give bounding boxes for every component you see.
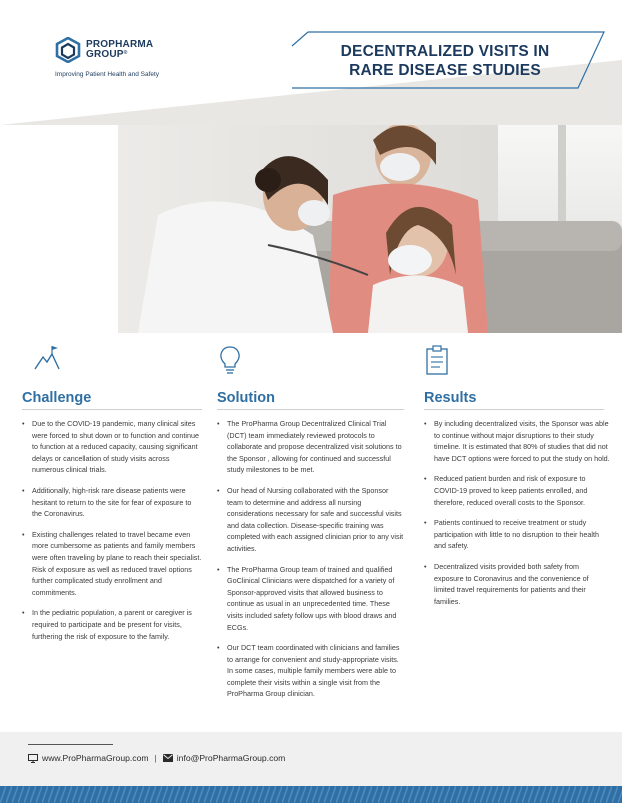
brand-name-line2: GROUP <box>86 49 124 60</box>
clipboard-icon <box>424 345 450 375</box>
results-list <box>424 418 610 616</box>
page-title-line2: RARE DISEASE STUDIES <box>349 62 541 79</box>
website-link[interactable]: www.ProPharmaGroup.com <box>42 753 149 763</box>
list-item: • Reduced patient burden and risk of exposure to COVID-19 proved to keep patients enrolled, and therefore, reduced overall costs to the Sponsor. <box>424 473 610 508</box>
results-divider <box>424 409 604 410</box>
footer-separator: | <box>154 753 157 763</box>
page-title-line1: DECENTRALIZED VISITS IN <box>340 43 550 60</box>
hexagon-logo-icon <box>55 37 81 63</box>
challenge-title: Challenge <box>22 390 92 406</box>
list-item: • In the pediatric population, a parent or caregiver is required to participate and be present for visits, furthering the risk of exposure to the family. <box>22 607 202 642</box>
list-item: • Due to the COVID-19 pandemic, many clinical sites were forced to shut down or to function and continue to function at a reduced capacity, causing significant delays or cancellation of study visits across numerous clinical trials. <box>22 418 202 476</box>
hero-photo <box>118 125 622 333</box>
page-header <box>0 0 622 125</box>
solution-title: Solution <box>217 390 275 406</box>
list-item: • Our head of Nursing collaborated with the Sponsor team to determine and address all nursing considerations necessary for safe and successful visits and data collection. Disease-specific training was completed with each assigned clinician prior to any visit activities. <box>217 485 406 555</box>
brand-name-line1: PROPHARMA <box>86 39 154 50</box>
solution-list <box>217 418 406 709</box>
envelope-icon <box>163 754 173 762</box>
challenge-list <box>22 418 202 651</box>
list-item: • Additionally, high-risk rare disease patients were hesitant to return to the site for fear of exposure to the Coronavirus. <box>22 485 202 520</box>
list-item: • The ProPharma Group team of trained and qualified GoClinical Clinicians were dispatched for a variety of Sponsor-approved visits that allowed business to continue as usual in an unprecedented time. These visits included safety follow ups with blood draws and ECGs. <box>217 564 406 634</box>
brand-tagline: Improving Patient Health and Safety <box>55 71 160 78</box>
list-item: • Decentralized visits provided both safety from exposure to Coronavirus and the convenience of limited travel requirements for patients and their families. <box>424 561 610 607</box>
footer-divider <box>28 744 113 745</box>
list-item: • By including decentralized visits, the Sponsor was able to continue without major disruptions to their study timeline. It is estimated that 80% of studies that did not have DCT options were forced to put the study on hold. <box>424 418 610 464</box>
lightbulb-icon <box>217 345 243 375</box>
monitor-icon <box>28 754 38 763</box>
footer-contact <box>28 753 285 763</box>
registered-mark: ® <box>123 50 128 56</box>
solution-divider <box>217 409 404 410</box>
list-item: • The ProPharma Group Decentralized Clinical Trial (DCT) team immediately reviewed protocols to collaborate and propose decentralized visit solutions to the Sponsor , allowing for continued and successful study milestones to be met. <box>217 418 406 476</box>
brand-logo[interactable] <box>55 37 153 63</box>
page-title <box>320 42 570 80</box>
results-title: Results <box>424 390 477 406</box>
brand-wordmark <box>86 40 153 60</box>
clinician-with-patient-image <box>118 125 622 333</box>
decorative-stripes <box>0 786 622 803</box>
list-item: • Our DCT team coordinated with clinicians and families to arrange for convenient and study-appropriate visits. In some cases, multiple family members were able to complete their visits within a single visit from the ProPharma Group clinician. <box>217 642 406 700</box>
challenge-divider <box>22 409 202 410</box>
email-link[interactable]: info@ProPharmaGroup.com <box>176 753 286 763</box>
page-footer <box>0 732 622 803</box>
list-item: • Patients continued to receive treatment or study participation with little to no disruption to their health and safety. <box>424 517 610 552</box>
mountain-flag-icon <box>34 345 60 375</box>
list-item: • Existing challenges related to travel became even more cumbersome as patients and family members were often traveling by plane to reach their specialist. Risk of exposure as well as reduced travel options further complicated study enrollment and commitments. <box>22 529 202 599</box>
